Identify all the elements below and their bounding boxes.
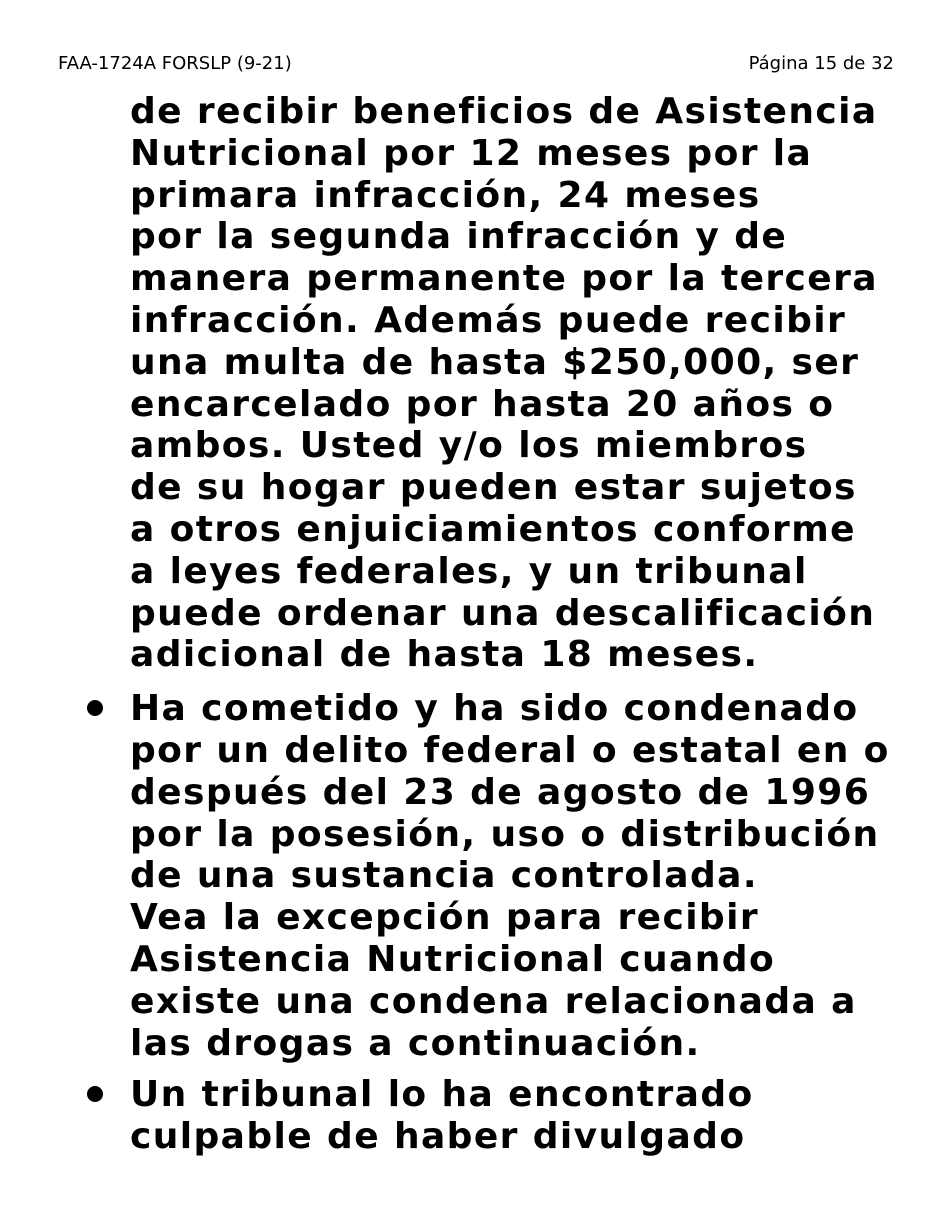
form-identifier: FAA-1724A FORSLP (9-21) bbox=[58, 53, 292, 74]
text-line: puede ordenar una descalificación bbox=[130, 592, 876, 634]
text-line: existe una condena relacionada a bbox=[130, 980, 857, 1022]
text-line: por un delito federal o estatal en o bbox=[130, 729, 890, 771]
text-line: una multa de hasta $250,000, ser bbox=[130, 341, 860, 383]
bullet-icon bbox=[87, 1086, 103, 1102]
text-line: ambos. Usted y/o los miembros bbox=[130, 425, 808, 467]
text-line: a leyes federales, y un tribunal bbox=[130, 550, 808, 592]
text-line: de su hogar pueden estar sujetos bbox=[130, 467, 857, 509]
text-line: Vea la excepción para recibir bbox=[130, 897, 759, 939]
text-line: por la posesión, uso o distribución bbox=[130, 813, 880, 855]
page-header bbox=[58, 51, 894, 77]
text-line: Ha cometido y ha sido condenado bbox=[130, 688, 859, 730]
text-line: después del 23 de agosto de 1996 bbox=[130, 771, 871, 813]
text-line: las drogas a continuación. bbox=[130, 1022, 701, 1064]
text-line: manera permanente por la tercera bbox=[130, 258, 878, 300]
text-line: culpable de haber divulgado bbox=[130, 1116, 746, 1158]
bullet-text bbox=[130, 688, 920, 1064]
text-line: encarcelado por hasta 20 años o bbox=[130, 383, 835, 425]
text-line: por la segunda infracción y de bbox=[130, 216, 788, 258]
text-line: a otros enjuiciamientos conforme bbox=[130, 508, 856, 550]
continuation-paragraph bbox=[130, 91, 920, 676]
text-line: de una sustancia controlada. bbox=[130, 855, 758, 897]
bullet-text bbox=[130, 1074, 920, 1158]
text-line: adicional de hasta 18 meses. bbox=[130, 634, 759, 676]
page-number: Página 15 de 32 bbox=[748, 53, 894, 74]
text-line: infracción. Además puede recibir bbox=[130, 299, 847, 341]
text-line: Un tribunal lo ha encontrado bbox=[130, 1074, 754, 1116]
text-line: primara infracción, 24 meses bbox=[130, 174, 761, 216]
text-line: Asistencia Nutricional cuando bbox=[130, 938, 776, 980]
bullet-item-drug-conviction bbox=[130, 688, 920, 1064]
text-line: Nutricional por 12 meses por la bbox=[130, 132, 813, 174]
bullet-icon bbox=[87, 700, 103, 716]
bullet-item-court-finding bbox=[130, 1074, 920, 1158]
text-line: de recibir beneficios de Asistencia bbox=[130, 91, 878, 132]
document-body bbox=[130, 91, 920, 1158]
